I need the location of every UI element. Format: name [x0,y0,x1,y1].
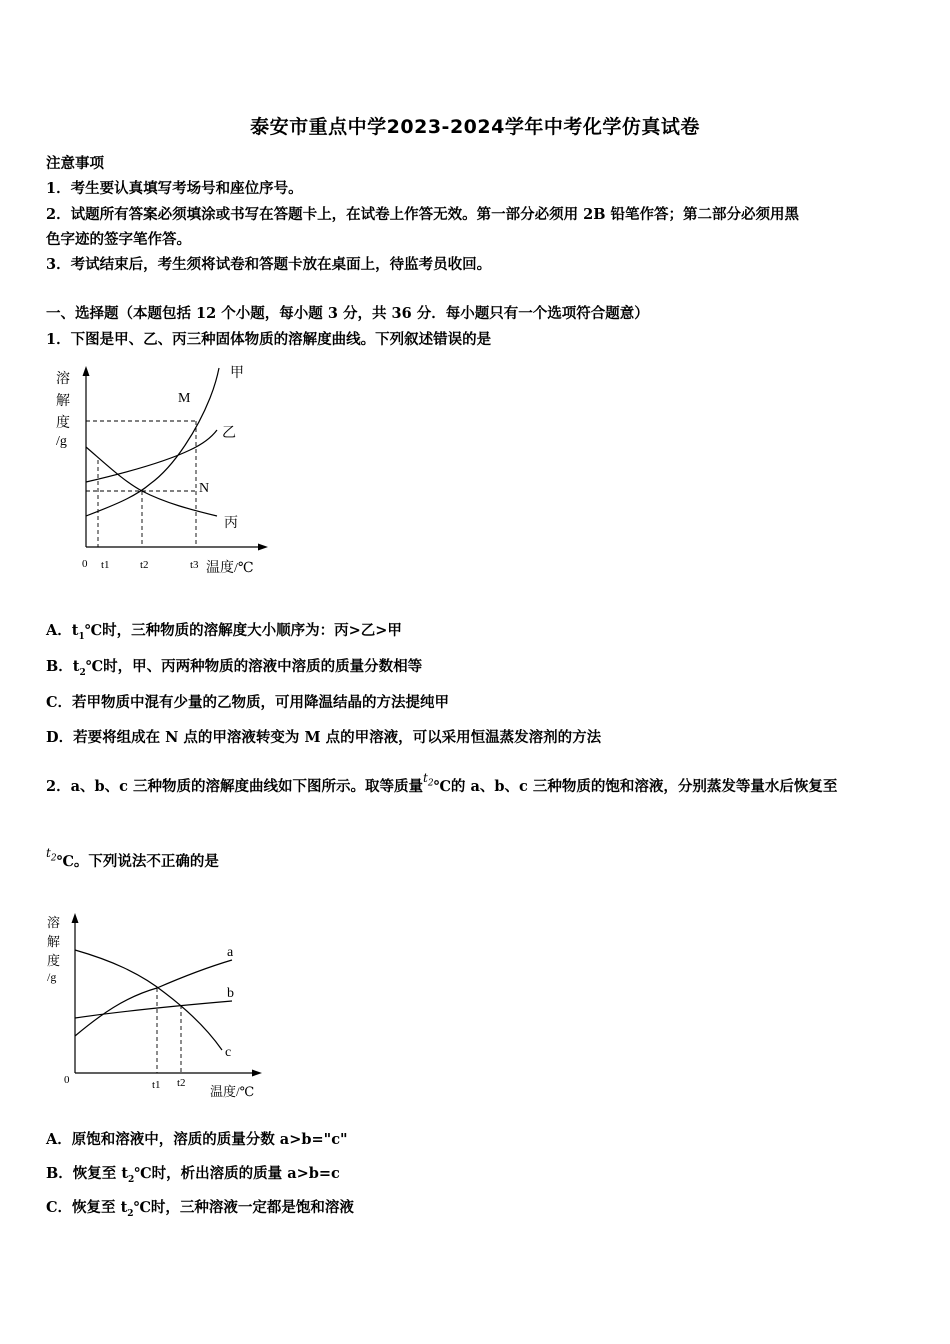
q1-ylabel-3: 度 [56,416,70,431]
q1-origin: 0 [82,558,88,570]
q2-y-arrow [72,913,79,923]
q1-option-d-text: 若要将组成在 N 点的甲溶液转变为 M 点的甲溶液，可以采用恒温蒸发溶剂的方法 [73,729,602,746]
q2-stem-a: 2．a、b、c 三种物质的溶解度曲线如下图所示。取等质量 [46,778,423,795]
notice-item-3: 3．考试结束后，考生须将试卷和答题卡放在桌面上，待监考员收回。 [46,256,492,273]
notice-item-2-cont: 色字迹的签字笔作答。 [46,231,191,248]
q1-point-n: N [199,481,210,496]
q2-option-c-prefix: C． [46,1199,73,1216]
q1-ylabel-4: /g [56,434,67,449]
q1-curve-label-yi: 乙 [222,426,236,441]
q1-option-a-text: ℃时，三种物质的溶解度大小顺序为：丙>乙>甲 [84,622,402,639]
q2-stem-b: ℃的 a、b、c 三种物质的饱和溶液，分别蒸发等量水后恢复至 [433,778,838,795]
q2-stem-var-2: t2 [46,846,57,864]
q1-tick-t1: t1 [101,559,110,571]
section-heading: 一、选择题（本题包括 12 个小题，每小题 3 分，共 36 分．每小题只有一个选项符合题意） [46,305,649,322]
q2-option-c-text: ℃时，三种溶液一定都是饱和溶液 [133,1199,354,1216]
q1-point-m: M [178,391,191,406]
q2-curve-a [75,960,232,1036]
q2-option-c-pre: 恢复至 t [72,1199,128,1216]
q2-ylabel-4: /g [47,970,57,984]
q1-tick-t3: t3 [190,559,199,571]
q2-option-b-text: ℃时，析出溶质的质量 a>b=c [134,1165,340,1182]
q2-option-a-text: 原饱和溶液中，溶质的质量分数 a>b="c" [71,1131,348,1148]
q2-option-a-prefix: A． [46,1131,72,1148]
q1-option-a-prefix: A． [46,622,72,639]
q1-option-a-sub: 1 [78,631,85,642]
q1-curve-label-bing: 丙 [224,516,238,531]
q2-ylabel-1: 溶 [47,915,61,930]
q2-x-arrow [252,1070,262,1077]
q2-curve-label-b: b [227,986,234,1001]
q2-origin: 0 [64,1074,70,1086]
q1-option-c-text: 若甲物质中混有少量的乙物质，可用降温结晶的方法提纯甲 [72,694,450,711]
q2-tick-t2: t2 [177,1077,186,1089]
q2-option-c[interactable] [46,1196,354,1219]
q1-tick-t2: t2 [140,559,149,571]
q2-xlabel: 温度/℃ [210,1084,255,1099]
q1-option-d-prefix: D． [46,729,74,746]
q2-option-b-prefix: B． [46,1165,73,1182]
q1-option-b-sub: 2 [79,667,86,678]
q2-stem-c: ℃。下列说法不正确的是 [56,853,219,870]
q2-stem-var: t2 [423,771,434,789]
q2-option-b[interactable] [46,1162,340,1185]
q2-ylabel-3: 度 [47,953,61,968]
q1-curve-label-jia: 甲 [230,366,244,381]
q1-stem: 1．下图是甲、乙、丙三种固体物质的溶解度曲线。下列叙述错误的是 [46,331,492,348]
q2-tick-t1: t1 [152,1079,161,1091]
q2-curve-label-c: c [225,1045,232,1060]
q1-option-b-prefix: B． [46,658,73,675]
q1-option-b[interactable]: B．$t_2℃$时，甲、丙两种物质的溶液中溶质的质量分数相等 [46,658,423,678]
q1-option-b-text: ℃时，甲、丙两种物质的溶液中溶质的质量分数相等 [85,658,423,675]
q2-option-a[interactable] [46,1128,348,1149]
notice-heading: 注意事项 [46,155,104,172]
q2-curve-c [75,950,222,1050]
q2-ylabel-2: 解 [47,934,61,949]
q1-option-a[interactable]: A．$t_1℃$时，三种物质的溶解度大小顺序为：丙>乙>甲 [46,622,402,642]
q2-option-b-sub: 2 [128,1174,135,1185]
q2-curve-b [75,1001,232,1018]
q2-curve-label-a: a [227,945,234,960]
q1-xlabel: 温度/℃ [206,561,254,576]
notice-item-1: 1．考生要认真填写考场号和座位序号。 [46,180,303,197]
q1-option-c-prefix: C． [46,694,73,711]
notice-item-2: 2．试题所有答案必须填涂或书写在答题卡上，在试卷上作答无效。第一部分必须用 2B 铅笔作答；第二部分必须用黑 [46,206,800,223]
page-title: 泰安市重点中学2023-2024学年中考化学仿真试卷 [250,116,700,138]
q1-ylabel-1: 溶 [56,372,70,387]
q2-option-c-sub: 2 [127,1208,134,1219]
q2-option-b-pre: 恢复至 t [72,1165,129,1182]
q1-ylabel-2: 解 [56,394,70,409]
